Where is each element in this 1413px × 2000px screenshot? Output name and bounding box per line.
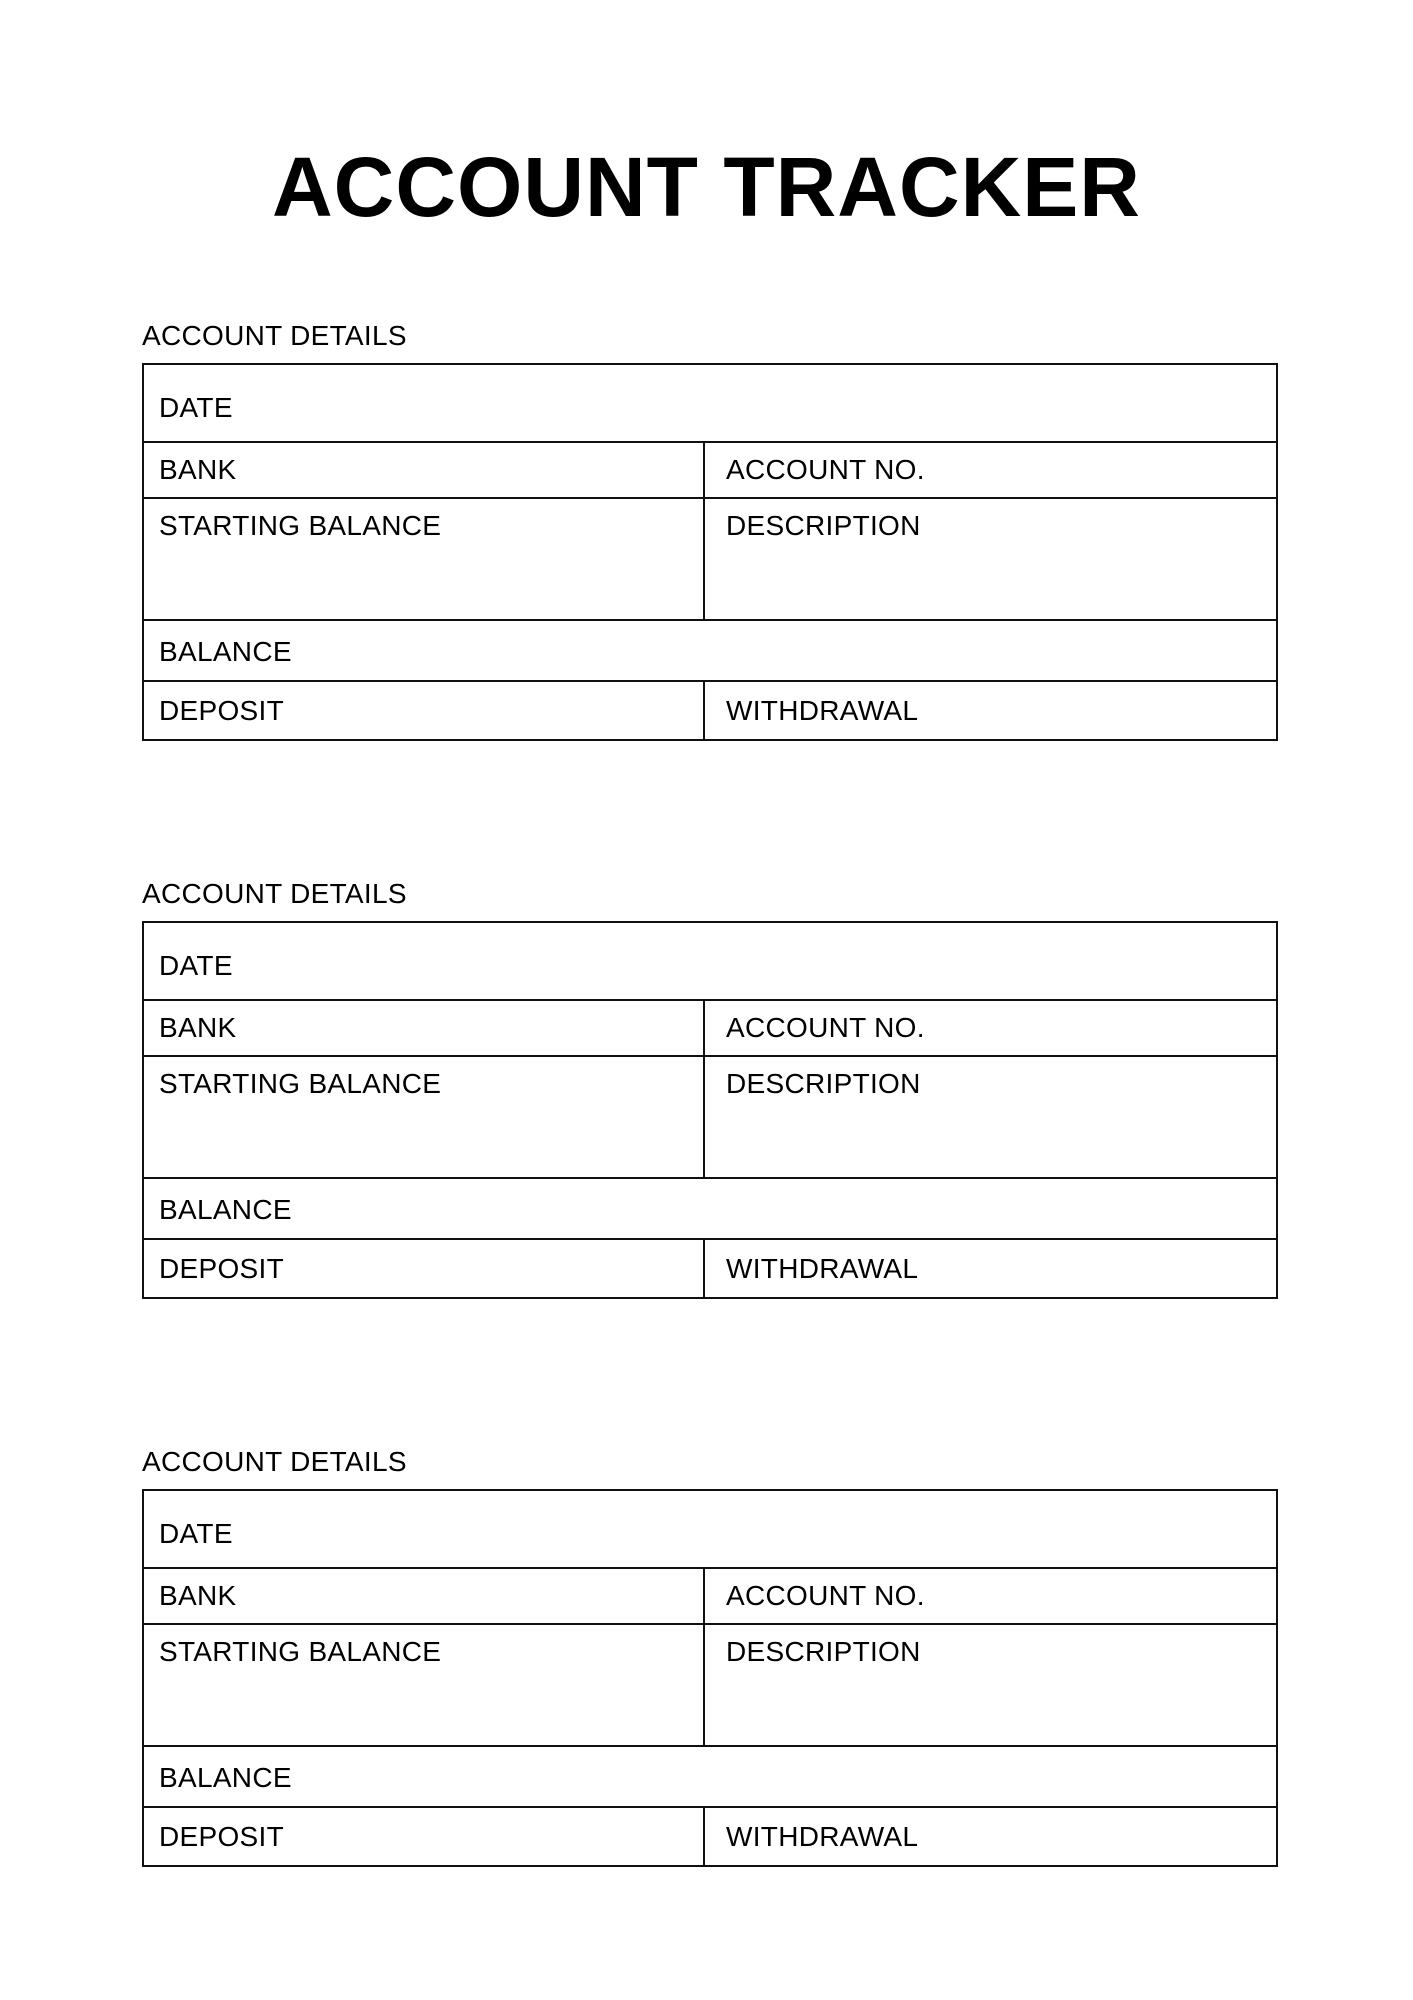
withdrawal-field[interactable]: WITHDRAWAL bbox=[726, 1821, 919, 1852]
bank-row bbox=[144, 1567, 1276, 1623]
account-no-field[interactable]: ACCOUNT NO. bbox=[726, 1580, 925, 1611]
balance-row bbox=[144, 1177, 1276, 1238]
account-details-table bbox=[142, 921, 1278, 1299]
deposit-field[interactable]: DEPOSIT bbox=[144, 682, 705, 739]
account-details-section-2 bbox=[142, 880, 1278, 1299]
withdrawal-field[interactable]: WITHDRAWAL bbox=[726, 695, 919, 726]
bank-row bbox=[144, 441, 1276, 497]
date-field[interactable]: DATE bbox=[159, 392, 233, 423]
section-heading: ACCOUNT DETAILS bbox=[142, 320, 407, 351]
description-field[interactable]: DESCRIPTION bbox=[726, 1068, 921, 1099]
balance-row bbox=[144, 1745, 1276, 1806]
date-field[interactable]: DATE bbox=[159, 1518, 233, 1549]
withdrawal-field[interactable]: WITHDRAWAL bbox=[726, 1253, 919, 1284]
starting-balance-field[interactable]: STARTING BALANCE bbox=[144, 499, 705, 619]
section-heading: ACCOUNT DETAILS bbox=[142, 1446, 407, 1477]
balance-row bbox=[144, 619, 1276, 680]
bank-field[interactable]: BANK bbox=[144, 1569, 705, 1623]
page-title: ACCOUNT TRACKER bbox=[272, 140, 1141, 234]
deposit-field[interactable]: DEPOSIT bbox=[144, 1808, 705, 1865]
deposit-row bbox=[144, 680, 1276, 739]
starting-balance-row bbox=[144, 1055, 1276, 1177]
bank-field[interactable]: BANK bbox=[144, 1001, 705, 1055]
account-details-table bbox=[142, 1489, 1278, 1867]
starting-balance-row bbox=[144, 497, 1276, 619]
bank-row bbox=[144, 999, 1276, 1055]
starting-balance-field[interactable]: STARTING BALANCE bbox=[144, 1625, 705, 1745]
date-field[interactable]: DATE bbox=[159, 950, 233, 981]
balance-field[interactable]: BALANCE bbox=[159, 636, 292, 667]
date-row bbox=[144, 1491, 1276, 1567]
account-details-section-1 bbox=[142, 322, 1278, 741]
starting-balance-field[interactable]: STARTING BALANCE bbox=[144, 1057, 705, 1177]
deposit-field[interactable]: DEPOSIT bbox=[144, 1240, 705, 1297]
deposit-row bbox=[144, 1238, 1276, 1297]
balance-field[interactable]: BALANCE bbox=[159, 1194, 292, 1225]
deposit-row bbox=[144, 1806, 1276, 1865]
account-no-field[interactable]: ACCOUNT NO. bbox=[726, 1012, 925, 1043]
description-field[interactable]: DESCRIPTION bbox=[726, 510, 921, 541]
account-no-field[interactable]: ACCOUNT NO. bbox=[726, 454, 925, 485]
starting-balance-row bbox=[144, 1623, 1276, 1745]
date-row bbox=[144, 365, 1276, 441]
bank-field[interactable]: BANK bbox=[144, 443, 705, 497]
section-heading: ACCOUNT DETAILS bbox=[142, 878, 407, 909]
description-field[interactable]: DESCRIPTION bbox=[726, 1636, 921, 1667]
account-details-table bbox=[142, 363, 1278, 741]
balance-field[interactable]: BALANCE bbox=[159, 1762, 292, 1793]
date-row bbox=[144, 923, 1276, 999]
account-details-section-3 bbox=[142, 1448, 1278, 1867]
